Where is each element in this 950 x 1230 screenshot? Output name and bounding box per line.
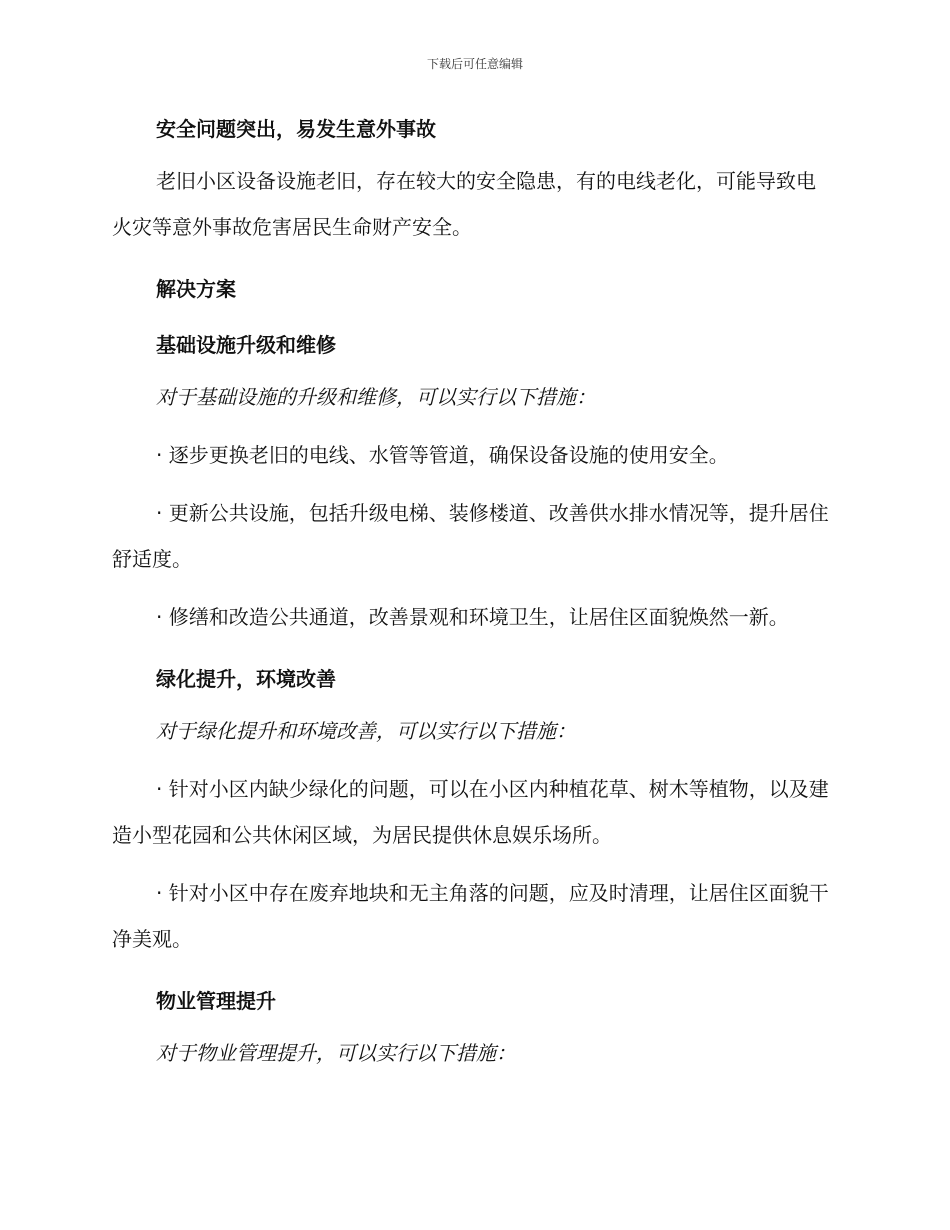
bullet-infrastructure-2: · 更新公共设施，包括升级电梯、装修楼道、改善供水排水情况等，提升居住舒适度。 <box>112 501 829 571</box>
section-heading-greening: 绿化提升，环境改善 <box>156 667 336 691</box>
section-heading-infrastructure: 基础设施升级和维修 <box>156 333 336 357</box>
section-heading-property-management: 物业管理提升 <box>156 989 276 1013</box>
bullet-greening-2: · 针对小区中存在废弃地块和无主角落的问题，应及时清理，让居住区面貌干净美观。 <box>112 881 829 951</box>
paragraph-safety: 老旧小区设备设施老旧，存在较大的安全隐患，有的电线老化，可能导致电火灾等意外事故危害居民生命财产安全。 <box>112 169 816 239</box>
intro-infrastructure: 对于基础设施的升级和维修，可以实行以下措施： <box>156 385 596 409</box>
bullet-infrastructure-3: · 修缮和改造公共通道，改善景观和环境卫生，让居住区面貌焕然一新。 <box>156 605 789 629</box>
header-note: 下载后可任意编辑 <box>426 57 523 71</box>
intro-property-management: 对于物业管理提升，可以实行以下措施： <box>156 1041 516 1065</box>
bullet-greening-1: · 针对小区内缺少绿化的问题，可以在小区内种植花草、树木等植物，以及建造小型花园和公共休闲区域，为居民提供休息娱乐场所。 <box>112 777 829 847</box>
intro-greening: 对于绿化提升和环境改善，可以实行以下措施： <box>156 719 576 743</box>
section-heading-safety: 安全问题突出，易发生意外事故 <box>156 117 436 141</box>
bullet-infrastructure-1: · 逐步更换老旧的电线、水管等管道，确保设备设施的使用安全。 <box>156 443 729 467</box>
document-body <box>112 112 832 1076</box>
section-heading-solution: 解决方案 <box>156 277 236 301</box>
